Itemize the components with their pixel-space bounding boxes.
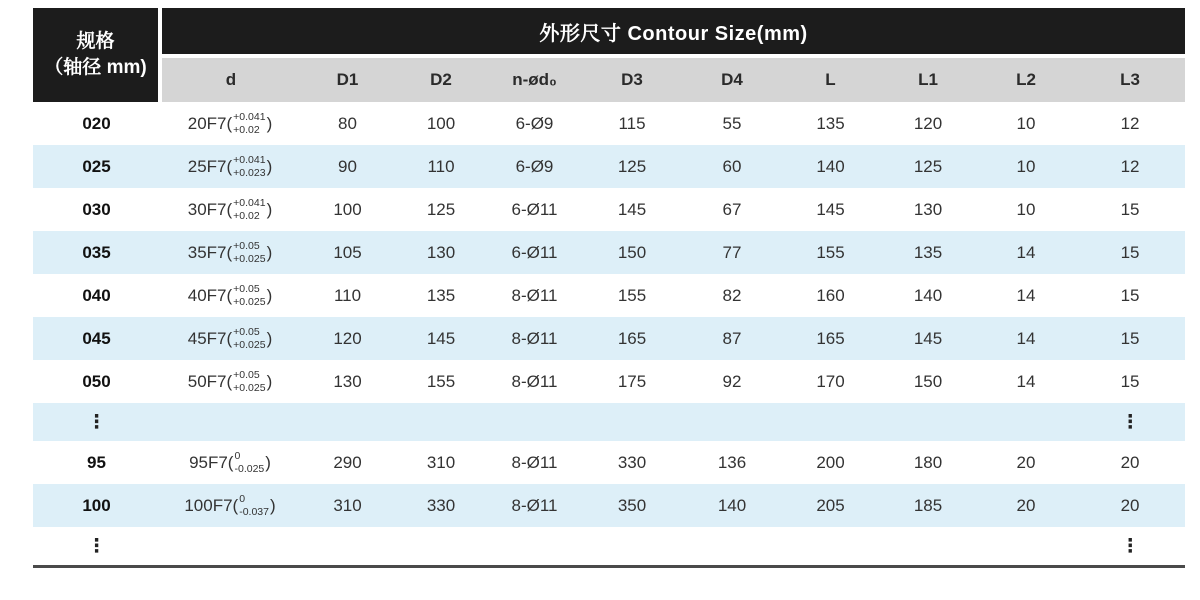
value-cell: 135 xyxy=(426,285,456,305)
value-cell: 310 xyxy=(300,484,395,527)
column-header-l1: L1 xyxy=(879,56,977,102)
value-cell: 87 xyxy=(682,317,782,360)
value-cell: 10 xyxy=(1016,199,1036,219)
empty-cell xyxy=(582,403,682,441)
value-cell: 20 xyxy=(1016,452,1036,472)
ellipsis-row xyxy=(33,403,1185,441)
table-row xyxy=(33,231,1185,274)
table-row xyxy=(33,102,1185,145)
d-tolerance-cell: 100F7( 0 -0.037 ) xyxy=(160,484,300,527)
value-cell: 145 xyxy=(395,317,487,360)
value-cell: 200 xyxy=(816,452,845,472)
value-cell: 15 xyxy=(1120,285,1140,305)
value-cell: 8-Ø11 xyxy=(487,484,582,527)
empty-cell xyxy=(487,403,582,441)
value-cell: 120 xyxy=(300,317,395,360)
value-cell: 120 xyxy=(913,113,943,133)
table-row xyxy=(33,317,1185,360)
value-cell: 110 xyxy=(333,285,362,305)
value-cell: 105 xyxy=(300,231,395,274)
value-cell: 12 xyxy=(1120,113,1140,133)
value-cell: 8-Ø11 xyxy=(511,371,558,391)
value-cell: 20 xyxy=(1075,484,1185,527)
empty-cell xyxy=(395,527,487,567)
value-cell: 15 xyxy=(1120,199,1140,219)
value-cell: 140 xyxy=(682,484,782,527)
table-row xyxy=(33,188,1185,231)
d-tolerance-cell: 20F7( +0.041 +0.02 ) xyxy=(187,110,273,136)
empty-cell xyxy=(782,403,879,441)
value-cell: 55 xyxy=(722,113,742,133)
spec-header-line2: （轴径 mm) xyxy=(44,57,147,78)
spec-cell: 040 xyxy=(82,285,111,305)
value-cell: 175 xyxy=(617,371,647,391)
value-cell: 130 xyxy=(913,199,943,219)
table-row xyxy=(33,484,1185,527)
column-header-d3: D3 xyxy=(582,56,682,102)
column-header-l: L xyxy=(782,56,879,102)
value-cell: 14 xyxy=(1016,371,1036,391)
empty-cell xyxy=(487,527,582,567)
value-cell: 80 xyxy=(338,113,357,133)
table-body xyxy=(33,102,1185,567)
value-cell: 20 xyxy=(1120,452,1140,472)
empty-cell xyxy=(682,527,782,567)
value-cell: 150 xyxy=(582,231,682,274)
value-cell: 8-Ø11 xyxy=(511,285,558,305)
value-cell: 6-Ø11 xyxy=(511,199,558,219)
value-cell: 350 xyxy=(582,484,682,527)
value-cell: 10 xyxy=(1016,113,1036,133)
empty-cell xyxy=(160,527,300,567)
empty-cell xyxy=(879,403,977,441)
value-cell: 14 xyxy=(1016,285,1036,305)
value-cell: 77 xyxy=(682,231,782,274)
value-cell: 14 xyxy=(977,317,1075,360)
ellipsis-mark: ⋮ xyxy=(1120,535,1140,557)
empty-cell xyxy=(879,527,977,567)
value-cell: 125 xyxy=(426,199,456,219)
value-cell: 155 xyxy=(426,371,456,391)
spec-header-line1: 规格 xyxy=(76,31,115,53)
value-cell: 14 xyxy=(977,231,1075,274)
table-title: 外形尺寸 Contour Size(mm) xyxy=(160,8,1185,56)
value-cell: 6-Ø9 xyxy=(515,113,554,133)
value-cell: 135 xyxy=(816,113,845,133)
spec-cell: 045 xyxy=(33,317,160,360)
spec-cell: 025 xyxy=(33,145,160,188)
ellipsis-mark: ⋮ xyxy=(87,535,106,557)
value-cell: 290 xyxy=(333,452,362,472)
d-tolerance-cell: 95F7( 0 -0.025 ) xyxy=(189,449,271,475)
value-cell: 15 xyxy=(1075,231,1185,274)
contour-size-table xyxy=(33,8,1185,568)
column-header-l2: L2 xyxy=(977,56,1075,102)
column-header-l3: L3 xyxy=(1075,56,1185,102)
column-header-n-od0: n-ød₀ xyxy=(487,56,582,102)
empty-cell xyxy=(782,527,879,567)
column-header-d1: D1 xyxy=(300,56,395,102)
value-cell: 15 xyxy=(1120,371,1140,391)
value-cell: 330 xyxy=(395,484,487,527)
empty-cell xyxy=(300,403,395,441)
value-cell: 330 xyxy=(617,452,647,472)
value-cell: 145 xyxy=(816,199,845,219)
value-cell: 125 xyxy=(879,145,977,188)
value-cell: 100 xyxy=(333,199,362,219)
value-cell: 180 xyxy=(913,452,943,472)
spec-cell: 050 xyxy=(82,371,111,391)
table-row xyxy=(33,145,1185,188)
empty-cell xyxy=(977,527,1075,567)
value-cell: 140 xyxy=(782,145,879,188)
spec-cell: 030 xyxy=(82,199,111,219)
column-header-d4: D4 xyxy=(682,56,782,102)
value-cell: 6-Ø11 xyxy=(487,231,582,274)
value-cell: 185 xyxy=(879,484,977,527)
d-tolerance-cell: 45F7( +0.05 +0.025 ) xyxy=(160,317,300,360)
spec-cell: 035 xyxy=(33,231,160,274)
value-cell: 115 xyxy=(618,113,646,133)
table-row xyxy=(33,441,1185,484)
value-cell: 10 xyxy=(977,145,1075,188)
value-cell: 8-Ø11 xyxy=(487,317,582,360)
empty-cell xyxy=(395,403,487,441)
value-cell: 8-Ø11 xyxy=(511,452,558,472)
value-cell: 155 xyxy=(782,231,879,274)
ellipsis-row xyxy=(33,527,1185,567)
value-cell: 135 xyxy=(879,231,977,274)
value-cell: 92 xyxy=(722,371,742,391)
value-cell: 15 xyxy=(1075,317,1185,360)
value-cell: 310 xyxy=(426,452,456,472)
column-header-d2: D2 xyxy=(395,56,487,102)
value-cell: 67 xyxy=(722,199,742,219)
value-cell: 155 xyxy=(617,285,647,305)
empty-cell xyxy=(300,527,395,567)
header-row-columns xyxy=(33,56,1185,102)
value-cell: 160 xyxy=(816,285,845,305)
header-row-title xyxy=(33,8,1185,56)
value-cell: 12 xyxy=(1075,145,1185,188)
value-cell: 145 xyxy=(617,199,647,219)
d-tolerance-cell: 50F7( +0.05 +0.025 ) xyxy=(187,368,273,394)
value-cell: 130 xyxy=(395,231,487,274)
table-row xyxy=(33,274,1185,317)
spec-column-header xyxy=(33,8,160,102)
empty-cell xyxy=(977,403,1075,441)
value-cell: 165 xyxy=(782,317,879,360)
value-cell: 6-Ø9 xyxy=(487,145,582,188)
value-cell: 125 xyxy=(582,145,682,188)
value-cell: 110 xyxy=(395,145,487,188)
empty-cell xyxy=(682,403,782,441)
value-cell: 165 xyxy=(582,317,682,360)
value-cell: 205 xyxy=(782,484,879,527)
value-cell: 170 xyxy=(816,371,845,391)
ellipsis-mark: ⋮ xyxy=(1075,403,1185,441)
value-cell: 145 xyxy=(879,317,977,360)
value-cell: 130 xyxy=(333,371,362,391)
value-cell: 90 xyxy=(300,145,395,188)
spec-cell: 100 xyxy=(33,484,160,527)
empty-cell xyxy=(160,403,300,441)
d-tolerance-cell: 35F7( +0.05 +0.025 ) xyxy=(160,231,300,274)
empty-cell xyxy=(582,527,682,567)
spec-cell: 95 xyxy=(87,452,106,472)
ellipsis-mark: ⋮ xyxy=(33,403,160,441)
value-cell: 100 xyxy=(426,113,456,133)
table-row xyxy=(33,360,1185,403)
value-cell: 60 xyxy=(682,145,782,188)
d-tolerance-cell: 25F7( +0.041 +0.023 ) xyxy=(160,145,300,188)
d-tolerance-cell: 40F7( +0.05 +0.025 ) xyxy=(187,282,273,308)
value-cell: 136 xyxy=(717,452,747,472)
d-tolerance-cell: 30F7( +0.041 +0.02 ) xyxy=(187,196,273,222)
spec-cell: 020 xyxy=(82,113,111,133)
value-cell: 82 xyxy=(722,285,742,305)
column-header-d: d xyxy=(160,56,300,102)
value-cell: 150 xyxy=(913,371,943,391)
value-cell: 140 xyxy=(913,285,943,305)
value-cell: 20 xyxy=(977,484,1075,527)
